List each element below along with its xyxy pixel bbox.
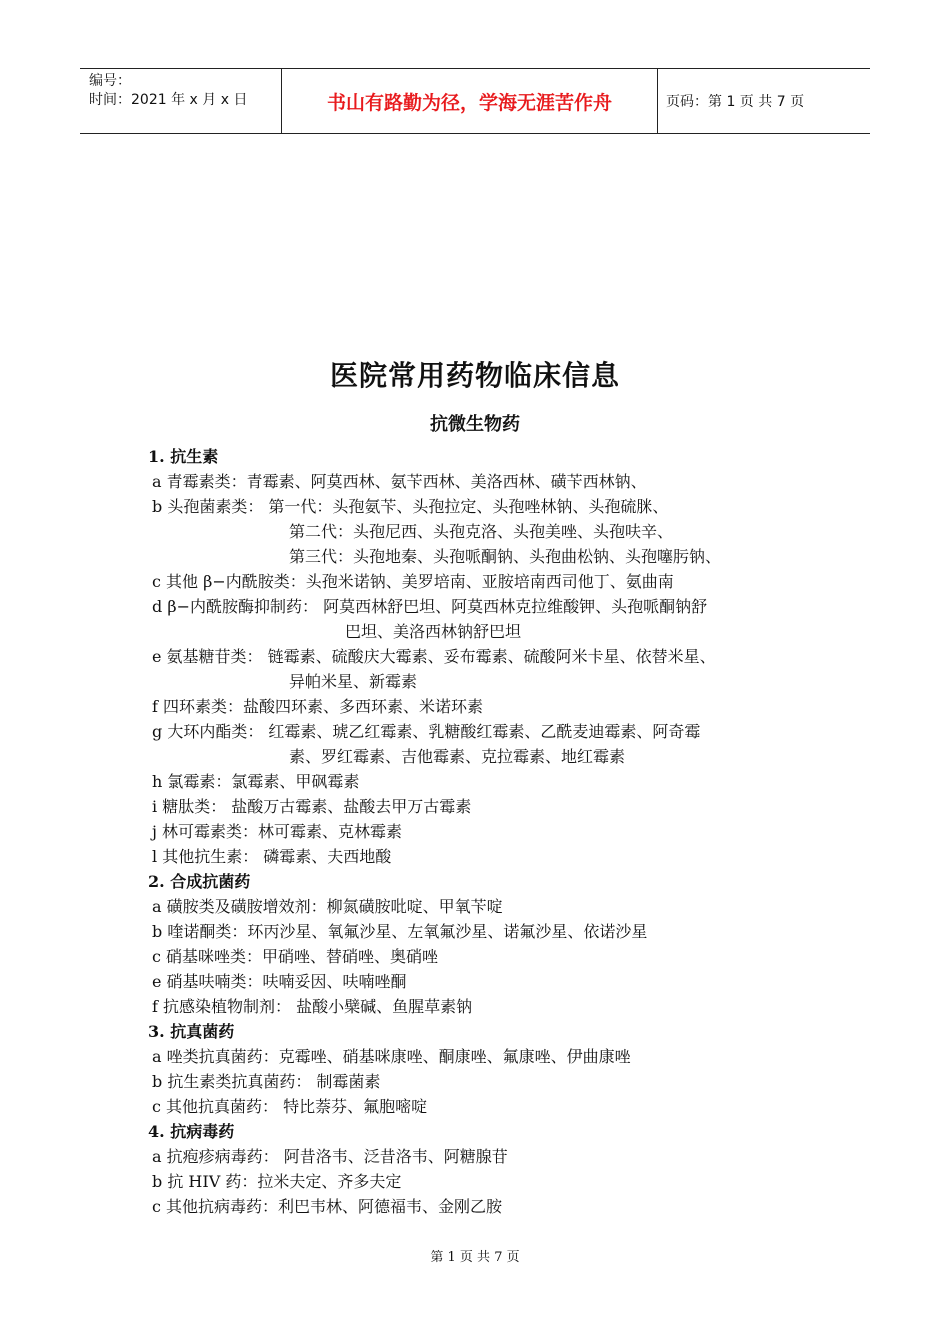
list-item: g 大环内酯类： 红霉素、琥乙红霉素、乳糖酸红霉素、乙酰麦迪霉素、阿奇霉 <box>152 722 701 741</box>
list-item: b 抗生素类抗真菌药： 制霉菌素 <box>152 1072 381 1091</box>
list-item: 巴坦、美洛西林钠舒巴坦 <box>345 622 522 641</box>
header-motto: 书山有路勤为径，学海无涯苦作舟 <box>282 69 658 133</box>
header-page-info: 页码：第 1 页 共 7 页 <box>666 94 805 110</box>
list-item: 第二代：头孢尼西、头孢克洛、头孢美唑、头孢呋辛、 <box>289 522 674 541</box>
list-item: f 抗感染植物制剂： 盐酸小檗碱、鱼腥草素钠 <box>152 997 473 1016</box>
section-heading: 2. 合成抗菌药 <box>148 872 251 891</box>
list-item: f 四环素类：盐酸四环素、多西环素、米诺环素 <box>152 697 484 716</box>
page-header <box>80 68 870 134</box>
header-info-cell <box>80 69 282 133</box>
page-footer: 第 1 页 共 7 页 <box>430 1250 520 1265</box>
list-item: b 喹诺酮类：环丙沙星、氧氟沙星、左氧氟沙星、诺氟沙星、依诺沙星 <box>152 922 648 941</box>
list-item: h 氯霉素：氯霉素、甲砜霉素 <box>152 772 360 791</box>
document-title: 医院常用药物临床信息 <box>329 359 620 392</box>
section-heading: 3. 抗真菌药 <box>148 1022 235 1041</box>
list-item: i 糖肽类： 盐酸万古霉素、盐酸去甲万古霉素 <box>152 797 472 816</box>
list-item: l 其他抗生素： 磷霉素、夫西地酸 <box>152 847 392 866</box>
list-item: c 其他抗病毒药：利巴韦林、阿德福韦、金刚乙胺 <box>152 1197 503 1216</box>
list-item: a 青霉素类：青霉素、阿莫西林、氨苄西林、美洛西林、磺苄西林钠、 <box>152 472 647 491</box>
document-subtitle: 抗微生物药 <box>430 414 520 435</box>
header-number: 编号： <box>89 73 131 89</box>
list-item: j 林可霉素类：林可霉素、克林霉素 <box>152 822 403 841</box>
list-item: 素、罗红霉素、吉他霉素、克拉霉素、地红霉素 <box>289 747 626 766</box>
list-item: d β−内酰胺酶抑制药： 阿莫西林舒巴坦、阿莫西林克拉维酸钾、头孢哌酮钠舒 <box>152 597 708 616</box>
list-item: a 唑类抗真菌药：克霉唑、硝基咪康唑、酮康唑、氟康唑、伊曲康唑 <box>152 1047 631 1066</box>
list-item: a 磺胺类及磺胺增效剂：柳氮磺胺吡啶、甲氧苄啶 <box>152 897 503 916</box>
list-item: e 氨基糖苷类： 链霉素、硫酸庆大霉素、妥布霉素、硫酸阿米卡星、依替米星、 <box>152 647 716 666</box>
list-item: b 抗 HIV 药：拉米夫定、齐多夫定 <box>152 1172 402 1191</box>
header-time: 时间：2021 年 x 月 x 日 <box>89 92 248 108</box>
section-heading: 1. 抗生素 <box>148 447 219 466</box>
section-heading: 4. 抗病毒药 <box>148 1122 235 1141</box>
list-item: 异帕米星、新霉素 <box>289 672 418 691</box>
list-item: a 抗疱疹病毒药： 阿昔洛韦、泛昔洛韦、阿糖腺苷 <box>152 1147 508 1166</box>
list-item: e 硝基呋喃类：呋喃妥因、呋喃唑酮 <box>152 972 407 991</box>
list-item: c 其他抗真菌药： 特比萘芬、氟胞嘧啶 <box>152 1097 428 1116</box>
list-item: c 硝基咪唑类：甲硝唑、替硝唑、奥硝唑 <box>152 947 439 966</box>
list-item: 第三代：头孢地秦、头孢哌酮钠、头孢曲松钠、头孢噻肟钠、 <box>289 547 722 566</box>
list-item: c 其他 β−内酰胺类：头孢米诺钠、美罗培南、亚胺培南西司他丁、氨曲南 <box>152 572 674 591</box>
list-item: b 头孢菌素类： 第一代：头孢氨苄、头孢拉定、头孢唑林钠、头孢硫脒、 <box>152 497 669 516</box>
